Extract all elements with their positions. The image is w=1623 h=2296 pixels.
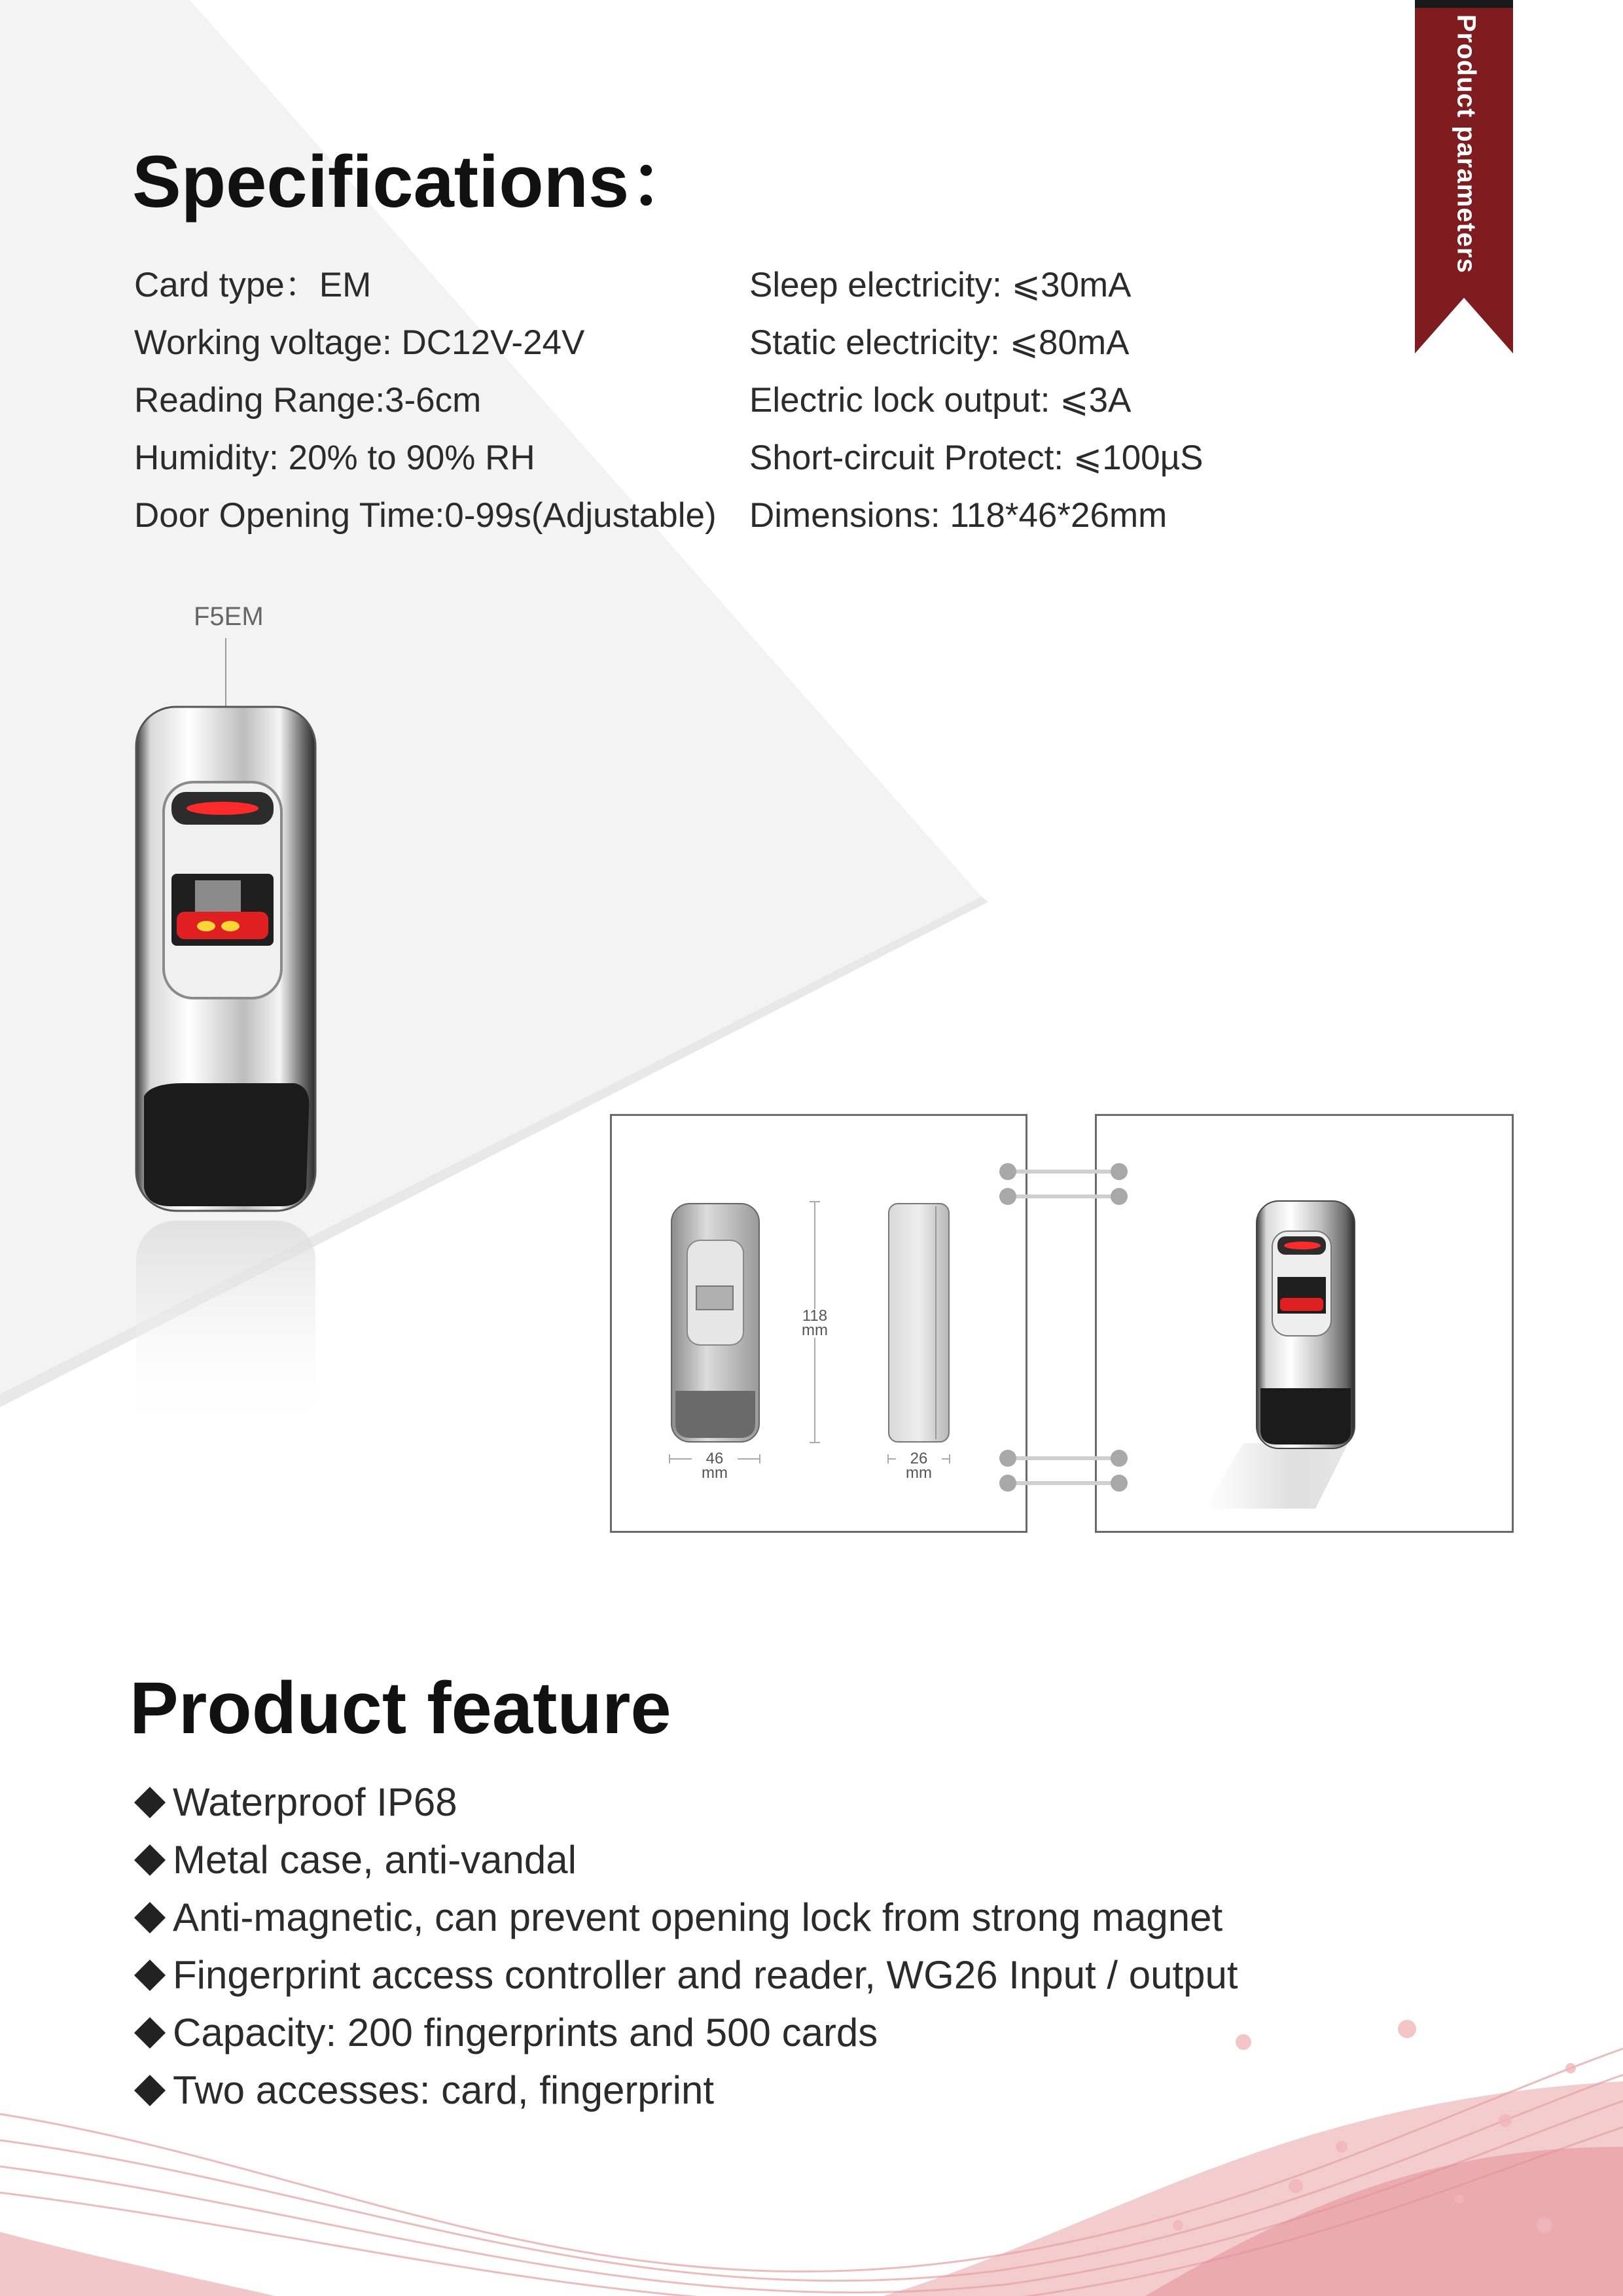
spec-working-voltage: Working voltage: DC12V-24V bbox=[134, 323, 585, 362]
spec-dimensions: Dimensions: 118*46*26mm bbox=[749, 496, 1168, 535]
model-leader-line bbox=[225, 638, 226, 711]
spec-sleep-electricity: Sleep electricity: ⩽30mA bbox=[749, 266, 1132, 304]
feature-item: Metal case, anti-vandal bbox=[131, 1831, 1238, 1889]
spec-static-electricity: Static electricity: ⩽80mA bbox=[749, 323, 1130, 362]
feature-item: Capacity: 200 fingerprints and 500 cards bbox=[131, 2004, 1238, 2062]
product-feature-title: Product feature bbox=[130, 1667, 671, 1749]
product-image-front bbox=[131, 704, 321, 1456]
diamond-bullet-icon bbox=[134, 2017, 166, 2049]
feature-item: Anti-magnetic, can prevent opening lock from strong magnet bbox=[131, 1889, 1238, 1946]
spec-list-right bbox=[749, 257, 1204, 545]
spec-humidity: Humidity: 20% to 90% RH bbox=[134, 439, 535, 477]
height-dimension-label: 118 mm bbox=[792, 1309, 838, 1338]
depth-dimension-label: 26 mm bbox=[896, 1452, 942, 1480]
ribbon-label: Product parameters bbox=[1452, 14, 1481, 274]
specifications-title: Specifications： bbox=[132, 141, 703, 223]
device-side-outline bbox=[885, 1201, 957, 1450]
spec-short-circuit: Short-circuit Protect: ⩽100µS bbox=[749, 439, 1204, 477]
spec-card-type: Card type：EM bbox=[134, 266, 372, 304]
diamond-bullet-icon bbox=[134, 1960, 166, 1991]
diamond-bullet-icon bbox=[134, 1902, 166, 1933]
diamond-bullet-icon bbox=[134, 2075, 166, 2106]
diamond-bullet-icon bbox=[134, 1844, 166, 1876]
spec-lock-output: Electric lock output: ⩽3A bbox=[749, 381, 1132, 420]
feature-item: Two accesses: card, fingerprint bbox=[131, 2062, 1238, 2119]
feature-item: Waterproof IP68 bbox=[131, 1774, 1238, 1831]
spec-reading-range: Reading Range:3-6cm bbox=[134, 381, 482, 420]
spec-door-opening-time: Door Opening Time:0-99s(Adjustable) bbox=[134, 496, 717, 535]
device-front-outline bbox=[668, 1201, 766, 1450]
model-label: F5EM bbox=[194, 602, 264, 631]
feature-item: Fingerprint access controller and reader, WG26 Input / output bbox=[131, 1946, 1238, 2004]
feature-list bbox=[131, 1774, 1238, 2119]
spec-list-left bbox=[134, 257, 717, 545]
binding-rings bbox=[995, 1158, 1132, 1499]
width-dimension-label: 46 mm bbox=[692, 1452, 738, 1480]
diamond-bullet-icon bbox=[134, 1787, 166, 1818]
product-image-small bbox=[1204, 1194, 1374, 1535]
